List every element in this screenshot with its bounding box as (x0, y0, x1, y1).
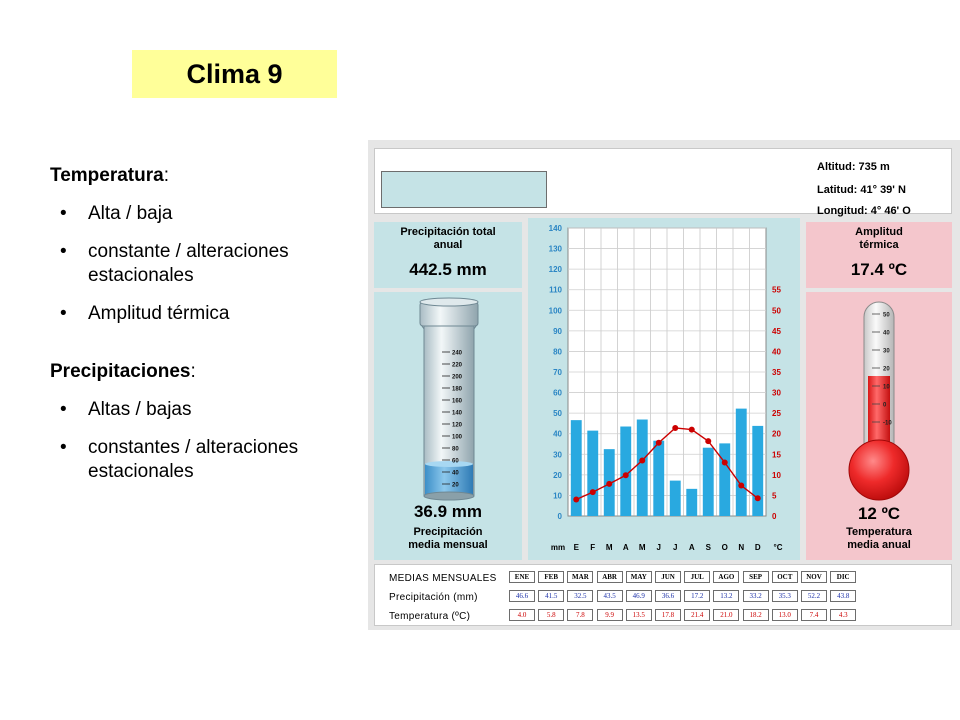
temperature-point (722, 460, 728, 466)
table-title: MEDIAS MENSUALES (389, 573, 497, 584)
left-tick-label: 20 (553, 470, 562, 480)
precip-bullet: • constantes / alteraciones estacionales (50, 436, 370, 484)
amplitude-label-2: térmica (859, 239, 899, 251)
temperature-point (656, 440, 662, 446)
month-tick-label: F (590, 543, 596, 552)
month-tick-label: A (622, 543, 629, 552)
temperature-list (50, 202, 370, 326)
month-header-cell: ABR (597, 571, 623, 583)
temperature-heading-text: Temperatura (50, 165, 164, 186)
climograph-chart (528, 218, 800, 560)
right-tick-label: 5 (772, 491, 777, 501)
temp-cell: 13.5 (626, 609, 652, 621)
amplitude-label-1: Amplitud (855, 226, 903, 238)
precip-bar (686, 489, 697, 516)
temperature-bullet: • constante / alteraciones estacionales (50, 240, 370, 288)
gauge-tick-label: 180 (452, 386, 463, 393)
gauge-tick-label: 160 (452, 398, 463, 405)
month-header-cell: AGO (713, 571, 739, 583)
precip-total-value: 442.5 mm (409, 260, 487, 279)
precip-total-label (374, 226, 522, 252)
temp-mean-value: 12 ºC (857, 504, 901, 523)
left-text-block (50, 164, 370, 484)
temperature-point (689, 427, 695, 433)
temperature-point (573, 497, 579, 503)
month-tick-label: J (673, 543, 678, 552)
temp-cell: 17.8 (655, 609, 681, 621)
altitude-text: Altitud: 735 m (817, 161, 890, 173)
temp-cell: 9.9 (597, 609, 623, 621)
right-unit-label: °C (773, 543, 783, 552)
precip-cell: 43.5 (597, 590, 623, 602)
temperature-bullet: • Amplitud térmica (50, 302, 370, 326)
precip-bar (670, 481, 681, 516)
precip-mean-value: 36.9 mm (413, 502, 483, 521)
latitude-text: Latitud: 41° 39' N (817, 184, 906, 196)
temp-cell: 21.0 (713, 609, 739, 621)
temperature-point (755, 495, 761, 501)
precip-mean-label (374, 526, 522, 552)
slide-title-box (132, 50, 337, 98)
temperature-point (738, 483, 744, 489)
thermo-tick-label: 10 (883, 384, 890, 391)
thermo-tick-label: -10 (883, 420, 892, 427)
thermometer-box (806, 292, 952, 560)
precip-bar (653, 441, 664, 516)
station-info-box (374, 148, 952, 217)
amplitude-label (806, 226, 952, 252)
gauge-tick-label: 40 (452, 470, 459, 477)
temp-cell: 21.4 (684, 609, 710, 621)
month-tick-label: M (605, 543, 613, 552)
temp-mean-label-1: Temperatura (846, 526, 912, 538)
month-header-cell: JUL (684, 571, 710, 583)
left-tick-label: 100 (548, 306, 562, 316)
right-tick-label: 20 (772, 429, 781, 439)
left-tick-label: 40 (553, 429, 562, 439)
precip-cell: 36.6 (655, 590, 681, 602)
precip-list (50, 398, 370, 484)
left-tick-label: 120 (548, 265, 562, 275)
left-tick-label: 10 (553, 491, 562, 501)
thermo-tick-label: 50 (883, 312, 890, 319)
gauge-tick-label: 80 (452, 446, 459, 453)
precip-cell: 32.5 (567, 590, 593, 602)
right-tick-label: 35 (772, 368, 781, 377)
gauge-tick-label: 100 (452, 434, 463, 441)
gauge-tick-label: 60 (452, 458, 459, 465)
month-header-cell: JUN (655, 571, 681, 583)
month-header-cell: MAY (626, 571, 652, 583)
precip-mean-label-2: media mensual (408, 539, 488, 551)
precip-cell: 41.5 (538, 590, 564, 602)
temperature-bullet: • Alta / baja (50, 202, 370, 226)
gauge-tick-label: 220 (452, 362, 463, 369)
table-temp-label: Temperatura (ºC) (389, 611, 471, 622)
right-tick-label: 30 (772, 388, 781, 398)
temperature-heading: Temperatura: (50, 165, 169, 186)
thermo-tick-label: 0 (883, 402, 887, 409)
temperature-point (623, 472, 629, 478)
thermo-tick-label: 40 (883, 330, 890, 337)
left-tick-label: 0 (557, 512, 562, 521)
gauge-tick-label: 200 (452, 374, 463, 381)
month-tick-label: D (754, 543, 761, 552)
month-header-cell: DIC (830, 571, 856, 583)
station-name-box (381, 171, 547, 208)
precip-cell: 33.2 (743, 590, 769, 602)
right-tick-label: 50 (772, 306, 781, 316)
precip-total-box (374, 222, 522, 288)
left-tick-label: 130 (548, 244, 562, 254)
gauge-tick-label: 240 (452, 350, 463, 357)
temperature-point (606, 481, 612, 487)
left-tick-label: 110 (549, 285, 562, 295)
precip-heading: Precipitaciones: (50, 361, 196, 382)
month-tick-label: S (705, 543, 711, 552)
left-unit-label: mm (550, 543, 566, 552)
precip-cell: 43.8 (830, 590, 856, 602)
climograph-box (528, 218, 800, 560)
monthly-means-table (374, 564, 952, 626)
precip-mean-label-1: Precipitación (413, 526, 483, 538)
precip-bar (703, 448, 714, 516)
precip-cell: 46.6 (509, 590, 535, 602)
temp-cell: 4.3 (830, 609, 856, 621)
temperature-point (590, 489, 596, 495)
amplitude-box (806, 222, 952, 288)
precip-cell: 46.9 (626, 590, 652, 602)
precip-total-label-2: anual (433, 239, 463, 251)
month-tick-label: A (688, 543, 695, 552)
gauge-tick-label: 20 (452, 482, 459, 489)
thermo-tick-label: 20 (883, 366, 890, 373)
gauge-tick-label: 120 (452, 422, 463, 429)
right-tick-label: 45 (772, 326, 781, 336)
month-header-cell: MAR (567, 571, 593, 583)
amplitude-value: 17.4 ºC (850, 260, 908, 279)
gauge-tick-label: 140 (452, 410, 463, 417)
left-tick-label: 140 (548, 224, 562, 233)
precip-cell: 17.2 (684, 590, 710, 602)
right-tick-label: 55 (772, 285, 781, 295)
right-tick-label: 0 (772, 512, 777, 521)
temperature-point (705, 438, 711, 444)
month-header-cell: SEP (743, 571, 769, 583)
precip-cell: 35.3 (772, 590, 798, 602)
longitude-text: Longitud: 4° 46' O (817, 205, 911, 217)
temperature-point (672, 425, 678, 431)
temp-mean-label (806, 526, 952, 552)
month-tick-label: E (573, 543, 579, 552)
precip-cell: 13.2 (713, 590, 739, 602)
temp-mean-label-2: media anual (847, 539, 911, 551)
precip-bar (752, 426, 763, 516)
month-header-cell: NOV (801, 571, 827, 583)
month-tick-label: J (656, 543, 661, 552)
precip-cell: 52.2 (801, 590, 827, 602)
left-tick-label: 70 (553, 368, 562, 377)
precip-bar (587, 431, 598, 516)
temp-cell: 7.4 (801, 609, 827, 621)
temp-cell: 7.8 (567, 609, 593, 621)
precip-bullet: • Altas / bajas (50, 398, 370, 422)
temp-cell: 13.0 (772, 609, 798, 621)
temperature-point (639, 457, 645, 463)
month-header-cell: FEB (538, 571, 564, 583)
temp-cell: 4.0 (509, 609, 535, 621)
rain-gauge-box (374, 292, 522, 560)
month-header-cell: ENE (509, 571, 535, 583)
left-tick-label: 30 (553, 450, 562, 460)
right-tick-label: 15 (772, 450, 781, 460)
month-tick-label: N (738, 543, 745, 552)
thermo-tick-label: 30 (883, 348, 890, 355)
right-tick-label: 40 (772, 347, 781, 357)
table-precip-label: Precipitación (mm) (389, 592, 478, 603)
climate-panel (368, 140, 960, 630)
slide-title: Clima 9 (186, 58, 283, 89)
precip-heading-text: Precipitaciones (50, 361, 191, 382)
precip-bar (637, 420, 648, 516)
precip-bar (719, 443, 730, 516)
right-tick-label: 10 (772, 470, 781, 480)
right-tick-label: 25 (772, 409, 781, 419)
left-tick-label: 50 (553, 409, 562, 419)
precip-total-label-1: Precipitación total (400, 226, 496, 238)
month-header-cell: OCT (772, 571, 798, 583)
left-tick-label: 80 (553, 347, 562, 357)
temp-cell: 18.2 (743, 609, 769, 621)
month-tick-label: M (638, 543, 646, 552)
left-tick-label: 90 (553, 326, 562, 336)
left-tick-label: 60 (553, 388, 562, 398)
temp-cell: 5.8 (538, 609, 564, 621)
month-tick-label: O (721, 543, 728, 552)
precip-bar (736, 409, 747, 516)
